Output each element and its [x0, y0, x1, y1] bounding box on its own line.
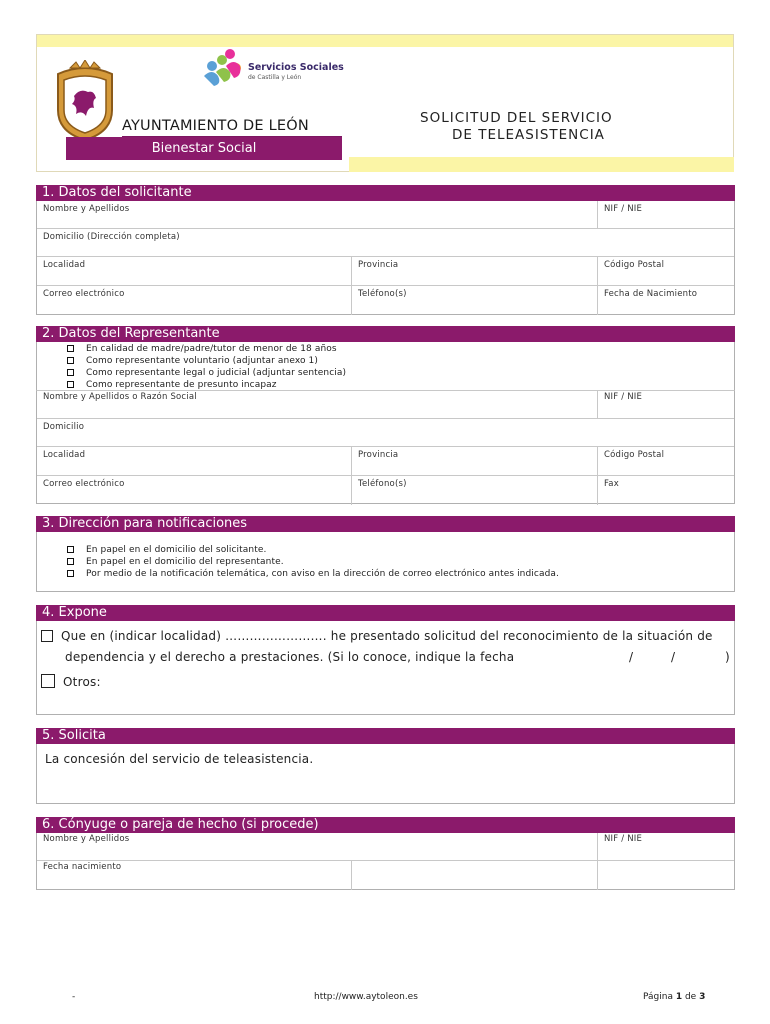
rep-provincia-cell[interactable] — [351, 447, 597, 475]
label-conyuge-nif: NIF / NIE — [604, 834, 643, 844]
fecha-nac-cell[interactable] — [597, 286, 736, 315]
section6-box — [36, 833, 735, 890]
section1-row-correo — [37, 286, 734, 315]
label-conyuge-nombre: Nombre y Apellidos — [43, 834, 130, 844]
label-localidad: Localidad — [43, 260, 86, 270]
label-domicilio: Domicilio (Dirección completa) — [43, 232, 180, 242]
section6-row-name — [37, 833, 734, 861]
option-voluntario[interactable]: Como representante voluntario (adjuntar anexo 1) — [67, 356, 318, 366]
section2-options — [36, 342, 735, 390]
label-conyuge-fecha: Fecha nacimiento — [43, 862, 122, 872]
label-rep-nombre: Nombre y Apellidos o Razón Social — [43, 392, 197, 402]
page-indicator: Página 1 de 3 — [643, 992, 706, 1002]
section4-header: 4. Expone — [36, 605, 735, 621]
date-slash-1: / — [629, 650, 634, 664]
date-slash-2: / — [671, 650, 676, 664]
header-bottom-band — [349, 157, 734, 172]
section2-row-localidad — [37, 447, 734, 476]
rep-cp-cell[interactable] — [597, 447, 736, 475]
section2-row-domicilio[interactable] — [37, 419, 734, 447]
conyuge-extra-cell[interactable] — [351, 861, 597, 890]
section1-row-name — [37, 201, 734, 229]
checkbox-icon[interactable] — [41, 674, 55, 688]
option-incapaz[interactable]: Como representante de presunto incapaz — [67, 380, 277, 390]
label-telefono: Teléfono(s) — [358, 289, 407, 299]
conyuge-extra-cell-2[interactable] — [597, 861, 736, 890]
checkbox-icon[interactable] — [67, 546, 74, 553]
checkbox-icon[interactable] — [67, 381, 74, 388]
cp-cell[interactable] — [597, 257, 736, 285]
label-rep-localidad: Localidad — [43, 450, 86, 460]
section1-box — [36, 201, 735, 315]
option-legal[interactable]: Como representante legal o judicial (adjuntar sentencia) — [67, 368, 346, 378]
notif-option-solicitante[interactable]: En papel en el domicilio del solicitante. — [67, 545, 266, 555]
footer-dash: - — [72, 992, 76, 1002]
footer-url[interactable]: http://www.aytoleon.es — [314, 992, 418, 1002]
checkbox-icon[interactable] — [67, 570, 74, 577]
section2-header: 2. Datos del Representante — [36, 326, 735, 342]
telefono-cell[interactable] — [351, 286, 597, 315]
rep-nif-cell[interactable] — [597, 391, 736, 418]
label-fecha-nac: Fecha de Nacimiento — [604, 289, 698, 299]
ayuntamiento-name: AYUNTAMIENTO DE LEÓN — [122, 118, 309, 134]
checkbox-icon[interactable] — [67, 558, 74, 565]
label-rep-cp: Código Postal — [604, 450, 665, 460]
section6-header: 6. Cónyuge o pareja de hecho (si procede) — [36, 817, 735, 833]
section1-header: 1. Datos del solicitante — [36, 185, 735, 201]
rep-telefono-cell[interactable] — [351, 476, 597, 505]
section4-box — [36, 621, 735, 715]
solicita-text: La concesión del servicio de teleasistencia. — [45, 752, 314, 766]
option-madre-padre[interactable]: En calidad de madre/padre/tutor de menor de 18 años — [67, 344, 337, 354]
section2-row-name — [37, 391, 734, 419]
label-rep-nif: NIF / NIE — [604, 392, 643, 402]
label-provincia: Provincia — [358, 260, 399, 270]
nif-cell[interactable] — [597, 201, 736, 228]
section6-row-fecha — [37, 861, 734, 890]
section5-box — [36, 744, 735, 804]
department-banner: Bienestar Social — [66, 137, 342, 160]
label-correo: Correo electrónico — [43, 289, 125, 299]
conyuge-nif-cell[interactable] — [597, 833, 736, 860]
section2-row-correo — [37, 476, 734, 505]
label-rep-telefono: Teléfono(s) — [358, 479, 407, 489]
form-title-line1: SOLICITUD DEL SERVICIO — [420, 110, 613, 126]
logo-title: Servicios Sociales — [248, 62, 344, 73]
label-rep-correo: Correo electrónico — [43, 479, 125, 489]
label-rep-domicilio: Domicilio — [43, 422, 85, 432]
checkbox-icon[interactable] — [41, 630, 53, 642]
label-rep-provincia: Provincia — [358, 450, 399, 460]
notif-option-representante[interactable]: En papel en el domicilio del representante. — [67, 557, 284, 567]
section5-header: 5. Solicita — [36, 728, 735, 744]
section1-row-localidad — [37, 257, 734, 286]
expone-line2: dependencia y el derecho a prestaciones. (Si lo conoce, indique la fecha — [65, 650, 515, 664]
leon-coat-of-arms-logo — [50, 60, 120, 142]
label-nombre: Nombre y Apellidos — [43, 204, 130, 214]
label-rep-fax: Fax — [604, 479, 619, 489]
section3-header: 3. Dirección para notificaciones — [36, 516, 735, 532]
section2-box — [36, 390, 735, 504]
checkbox-icon[interactable] — [67, 369, 74, 376]
date-close-paren: ) — [725, 650, 730, 664]
logo-subtitle: de Castilla y León — [248, 74, 302, 81]
provincia-cell[interactable] — [351, 257, 597, 285]
section1-row-domicilio[interactable] — [37, 229, 734, 257]
expone-otros: Otros: — [41, 674, 101, 689]
checkbox-icon[interactable] — [67, 345, 74, 352]
checkbox-icon[interactable] — [67, 357, 74, 364]
label-cp: Código Postal — [604, 260, 665, 270]
section3-box — [36, 532, 735, 592]
notif-option-telematica[interactable]: Por medio de la notificación telemática, con aviso en la dirección de correo electrónico antes indicada. — [67, 569, 559, 579]
label-nif: NIF / NIE — [604, 204, 643, 214]
expone-line1: Que en (indicar localidad) ……………………. he presentado solicitud del reconocimiento de la situación de — [41, 629, 713, 643]
form-title-line2: DE TELEASISTENCIA — [452, 127, 605, 143]
rep-fax-cell[interactable] — [597, 476, 736, 505]
